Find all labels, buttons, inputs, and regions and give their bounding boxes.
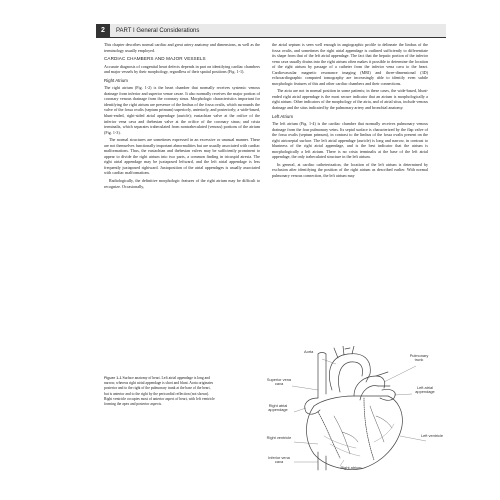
figure-caption-label: Figure 1-1 — [104, 376, 122, 380]
intro-paragraph: This chapter describes normal cardiac and great artery anatomy and dimensions, as well as the terminology usually employed. — [104, 42, 260, 53]
label-right-atrium: Right atrium — [340, 465, 362, 470]
page-number: 2 — [96, 24, 110, 37]
aorta-shape — [329, 354, 370, 390]
figure-caption-text: Surface anatomy of heart. Left atrial appendage is long and narrow, whereas right atrial appendage is short and blunt. Aorta originates posterior and to the right of the pulmonary trunk at the base of the heart, but is anterior and to the right by the pericardial reflection (not shown). Right ventricle occupies most of anterior aspect of heart, with left ventricle forming the apex and posterior aspects. — [104, 376, 215, 407]
section-heading-cardiac-chambers: CARDIAC CHAMBERS AND MAJOR VESSELS — [104, 56, 206, 62]
paragraph-right-atrium-2: The normal structures are sometimes expressed in an excessive or unusual manner. These are not themselves functionally important abnormalities but are usually associated with cardiac malformations. Thus, the eustachian and thebesian valves may be sufficiently prominent to appear to divide the right atrium into two parts, a common finding in tricuspid atresia. The right atrial appendage may be juxtaposed leftward, and the left atrial appendage is less frequently juxtaposed rightward. Juxtaposition of the atrial appendages is usually associated with cardiac malformations. — [104, 137, 260, 176]
book-page — [96, 24, 446, 476]
text-column-left — [104, 42, 260, 191]
paragraph-right-atrium-3: Radiologically, the definitive morphologic features of the right atrium may be difficult to recognize. Occasionally, — [104, 178, 260, 189]
label-superior-vena-cava: Superior vena cava — [266, 377, 292, 387]
paragraph-left-atrium-1: The left atrium (Fig. 1-4) is the cardiac chamber that normally receives pulmonary venous drainage from the four pulmonary veins. Its septal surface is characterized by the flap valve of the fossa ovalis (septum primum), in contrast to the limbus of the fossa ovalis present on the right atrioseptal surface. The left atrial appendage (auricle) is long and narrow, in contrast to bluntness of the right atrial appendage, and is the best indicator that the atrium is morphologically a left atrium. There is no crista terminalis at the base of the left atrial appendage, the only trabeculated structure in the left atrium. — [272, 121, 428, 160]
superior-vena-cava-shape — [318, 354, 326, 398]
label-pulmonary-trunk: Pulmonary trunk — [409, 353, 429, 363]
label-left-atrial-appendage: Left atrial appendage — [415, 385, 435, 395]
paragraph-right-atrium-cont: the atrial septum is seen well enough in angiographic profile to delineate the limbus of the fossa ovalis, and sometimes the right atrial appendage is outlined sufficiently to differentiate its shape from that of the left atrial appendage. The fact that the hepatic portion of the inferior vena cava usually drains into the right atrium often makes it possible to determine the location of the right atrium by passage of a catheter from the inferior vena cava to the heart. Cardiovascular magnetic resonance imaging (MRI) and three-dimensional (3D) echocardiographic computed tomography are increasingly able to identify even subtle morphologic features of this and other cardiac chambers and their connections. — [272, 42, 428, 86]
paragraph-right-atrium-1: The right atrium (Fig. 1-2) is the heart chamber that normally receives systemic venous drainage from inferior and superior venae cavae. It also normally receives the major portion of coronary venous drainage from the coronary sinus. Morphologic characteristics important for identifying the right atrium are presence of the limbus of the fossa ovalis, which surrounds the valve of the fossa ovalis (septum primum) superiorly, anteriorly, and posteriorly; a wide-based, blunt-ended, right-sided atrial appendage (auricle); eustachian valve at the orifice of the inferior vena cava and thebesian valve at the orifice of the coronary sinus; and crista terminalis, which separates trabeculated from nontrabeculated (venous) portions of the atrium (Fig. 1-3). — [104, 85, 260, 135]
paragraph-cardiac-chambers: Accurate diagnosis of congenital heart defects depends in part on identifying cardiac chambers and major vessels by their morphology, regardless of their spatial positions (Fig. 1-1). — [104, 63, 260, 75]
label-aorta: Aorta — [304, 349, 314, 354]
subheading-right-atrium: Right Atrium — [104, 77, 128, 83]
paragraph-right-atrium-situs: The atria are not in normal position in some patients; in these cases, the wide-based, blunt-ended right atrial appendage is the most secure indicator that an atrium is morphologically a right atrium. Other indicators of the morphology of the atria, and of atrial situs, include venous drainage and the situs indicated by the pulmonary artery and bronchial anatomy. — [272, 88, 428, 111]
heart-outline — [307, 396, 403, 469]
page-header — [96, 24, 446, 38]
heart-drawing — [214, 346, 446, 476]
subheading-left-atrium: Left Atrium — [272, 113, 293, 119]
label-right-atrial-appendage: Right atrial appendage — [268, 403, 288, 413]
heart-illustration — [214, 346, 446, 476]
running-head: PART I General Considerations — [110, 24, 446, 37]
paragraph-left-atrium-2: In general, at cardiac catheterization, the location of the left atrium is determined by exclusion after identifying the position of the right atrium as described earlier. With normal pulmonary venous connection, the left atrium may — [272, 161, 428, 179]
right-atrial-appendage-shape — [305, 398, 320, 414]
label-right-ventricle: Right ventricle — [266, 435, 292, 440]
figure-caption — [104, 376, 216, 407]
text-column-right — [272, 42, 428, 181]
label-left-ventricle: Left ventricle — [420, 433, 444, 438]
label-inferior-vena-cava: Inferior vena cava — [268, 455, 290, 465]
